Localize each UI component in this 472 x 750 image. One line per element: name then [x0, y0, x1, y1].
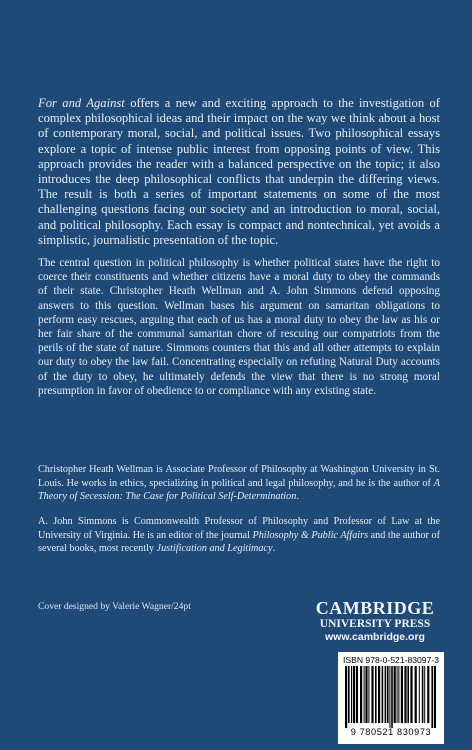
barcode-bar [427, 666, 429, 723]
intro-text: offers a new and exciting approach to the investigation of complex philosophical ideas and their impact on the way we think about a host of contemporary moral, social, and political issues. Two philosophical essays explore a topic of intense public interest from opposing points of view. This approach provides the reader with a balanced perspective on the topic; it also introduces the deep philosophical conflicts that underpin the differing views. The result is both a series of important statements on some of the most challenging questions facing our society and an introduction to moral, social, and political philosophy. Each essay is compact and nontechnical, yet avoids a simplistic, journalistic presentation of the topic. [38, 96, 440, 247]
wellman-bio-text: Christopher Heath Wellman is Associate Professor of Philosophy at Washington University in St. Louis. He works in ethics, specializing in political and legal philosophy, and he is the author of [38, 464, 440, 489]
publisher-logo [300, 599, 450, 643]
barcode-bar [345, 666, 347, 728]
barcode-bar [375, 666, 377, 723]
cover-credit: Cover designed by Valerie Wagner/24pt [38, 601, 191, 612]
wellman-bio-end: . [296, 491, 299, 503]
barcode-bar [351, 666, 352, 723]
barcode-bar [398, 666, 399, 723]
barcode-bar [365, 666, 367, 723]
barcode-bar [434, 666, 436, 728]
barcode-bar [364, 666, 365, 723]
blurb-intro [38, 96, 440, 248]
barcode-bar [419, 666, 420, 723]
barcode-bar [387, 666, 389, 723]
wellman-book-title: A Theory of Secession: The Case for Political Self-Determination [38, 477, 440, 503]
publisher-name: CAMBRIDGE [315, 598, 435, 618]
barcode-bar [424, 666, 425, 723]
barcode-bar [385, 666, 387, 723]
isbn-label: ISBN 978-0-521-83097-3 [342, 655, 440, 665]
barcode-bar [360, 666, 362, 723]
barcode-bar [391, 666, 393, 728]
barcode-bar [415, 666, 417, 723]
barcode-bar [431, 666, 433, 728]
barcode-bar [407, 666, 409, 723]
barcode-bar [401, 666, 403, 723]
barcode-bar [389, 666, 390, 728]
barcode-bars [343, 666, 439, 728]
series-title: For and Against [38, 96, 125, 110]
barcode-bar [356, 666, 358, 723]
simmons-book-title: Justification and Legitimacy [156, 543, 273, 555]
barcode-bar [394, 666, 396, 723]
publisher-subtitle: UNIVERSITY PRESS [319, 618, 431, 630]
barcode-bar [378, 666, 380, 723]
simmons-bio-end: . [272, 543, 276, 555]
barcode-bar [348, 666, 350, 723]
publisher-url: www.cambridge.org [325, 631, 425, 643]
simmons-bio-text: A. John Simmons is Commonwealth Professor of Philosophy and Professor of Law at the University of Virginia. He is an editor of the journal [38, 516, 440, 541]
isbn-barcode [338, 652, 444, 744]
barcode-bar [397, 666, 398, 723]
barcode-bar [410, 666, 412, 723]
simmons-bio-mid: and the author of several books, most recently [38, 529, 440, 555]
simmons-journal-title: Philosophy & Public Affairs [252, 529, 369, 541]
barcode-digits: 9 780521 830973 [350, 727, 432, 737]
barcode-bar [382, 666, 384, 723]
barcode-bar [422, 666, 424, 723]
barcode-bar [368, 666, 369, 723]
simmons-bio [38, 515, 440, 556]
barcode-bar [371, 666, 373, 723]
barcode-bar [353, 666, 355, 723]
book-description: The central question in political philosophy is whether political states have the right to coerce their constituents and whether citizens have a moral duty to obey the commands of their state. Christopher Heath Wellman and A. John Simmons defend opposing answers to this question. Wellman bases his argument on samaritan obligations to perform easy rescues, arguing that each of us has a moral duty to obey the law as his or her fair share of the communal samaritan chore of rescuing our compatriots from the perils of the state of nature. Simmons counters that this and all other attempts to explain our duty to obey the law fail. Concentrating especially on refuting Natural Duty accounts of the duty to obey, he ultimately defends the view that there is no strong moral presumption in favor of obedience to or compliance with any existing state. [38, 257, 440, 397]
barcode-bar [404, 666, 406, 723]
wellman-bio [38, 463, 440, 504]
